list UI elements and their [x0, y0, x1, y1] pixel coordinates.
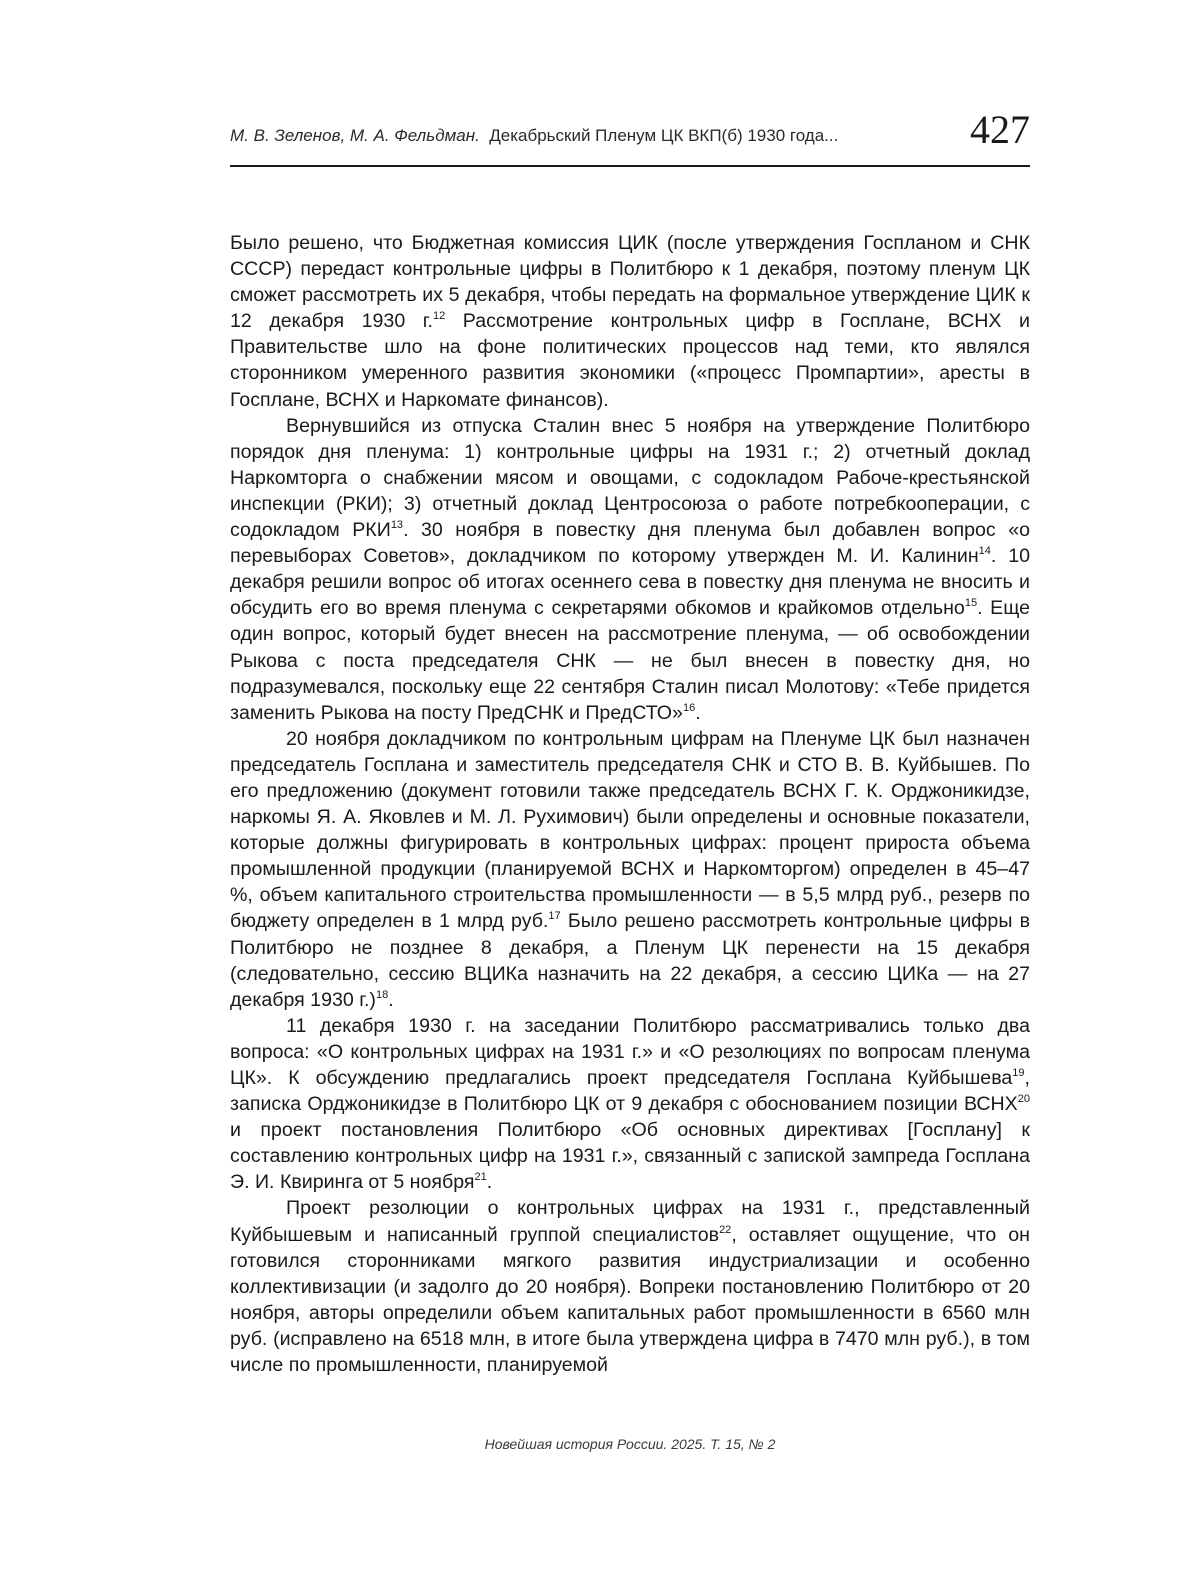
paragraph	[230, 726, 1030, 1013]
article-body	[230, 230, 1030, 1378]
footnote-ref[interactable]: 21	[474, 1171, 487, 1184]
paragraph	[230, 413, 1030, 726]
paragraph-text: и проект постановления Политбюро «Об основных директивах [Госплану] к составлению контрольных цифр на 1931 г.», связанный с запиской зампреда Госплана Э. И. Квиринга от 5 ноября	[230, 1119, 1030, 1194]
footnote-ref[interactable]: 18	[375, 988, 389, 1001]
paragraph-text: .	[695, 701, 701, 724]
running-title-authors: М. В. Зеленов, М. А. Фельдман.	[230, 126, 480, 145]
footnote-ref[interactable]: 17	[548, 910, 561, 923]
paragraph-text: 20 ноября докладчиком по контрольным цифрам на Пленуме ЦК был назначен председатель Госплана и заместитель председателя СНК и СТО В. В. Куйбышев. По его предложению (документ готовили также председатель ВСНХ Г. К. Орджоникидзе, наркомы Я. А. Яковлев и М. Л. Рухимович) были определены и основные показатели, которые должны фигурировать в контрольных цифрах: процент прироста объема промышленной продукции (планируемой ВСНХ и Наркомторгом) определен в 45–47 %, объем капитального строительства промышленности — в 5,5 млрд руб., резерв по бюджету определен в 1 млрд руб.	[230, 727, 1030, 933]
paragraph-text: . 10 декабря решили вопрос об итогах осеннего сева в повестку дня пленума не вносить и обсудить его во время пленума с секретарями обкомов и крайкомов отдельно	[230, 545, 1030, 620]
paragraph-text: , записка Орджоникидзе в Политбюро ЦК от 9 декабря с обоснованием позиции ВСНХ	[230, 1067, 1030, 1116]
paragraph-text: .	[486, 1171, 493, 1194]
footnote-ref[interactable]: 15	[964, 597, 978, 610]
paragraph-text: Рассмотрение контрольных цифр в Госплане, ВСНХ и Правительстве шло на фоне политических процессов над теми, кто являлся сторонником умеренного развития экономики («процесс Промпартии», аресты в Госплане, ВСНХ и Наркомате финансов).	[230, 310, 1030, 411]
paragraph-text: Было решено рассмотреть контрольные цифры в Политбюро не позднее 8 декабря, а Пленум ЦК перенести на 15 декабря (следовательно, сессию ВЦИКа назначить на 22 декабря, а сессию ЦИКа — на 27 декабря 1930 г.)	[230, 910, 1031, 1011]
footnote-ref[interactable]: 12	[432, 310, 446, 323]
journal-footer: Новейшая история России. 2025. Т. 15, № 2	[484, 1436, 776, 1452]
paragraph-text: Проект резолюции о контрольных цифрах на 1931 г., представленный Куйбышевым и написанный группой специалистов	[230, 1197, 1030, 1246]
running-title-article: Декабрьский Пленум ЦК ВКП(б) 1930 года...	[489, 126, 839, 145]
footnote-ref[interactable]: 16	[682, 701, 696, 714]
footnote-ref[interactable]: 19	[1012, 1067, 1025, 1079]
paragraph-text: .	[388, 988, 394, 1011]
running-title	[230, 126, 838, 146]
footnote-ref[interactable]: 20	[1017, 1093, 1030, 1106]
paragraph	[230, 1195, 1030, 1378]
footnote-ref[interactable]: 14	[978, 545, 991, 558]
paragraph	[230, 230, 1030, 413]
page-number: 427	[970, 107, 1030, 152]
footnote-ref[interactable]: 13	[390, 519, 404, 532]
paragraph-text: Вернувшийся из отпуска Сталин внес 5 ноября на утверждение Политбюро порядок дня пленума: 1) контрольные цифры на 1931 г.; 2) отчетный доклад Наркомторга о снабжении мясом и овощами, с содокладом Рабоче-крестьянской инспекции (РКИ); 3) отчетный доклад Центросоюза о работе потребкооперации, с содокладом РКИ	[230, 414, 1030, 542]
footnote-ref[interactable]: 22	[719, 1223, 732, 1236]
paragraph-text: 11 декабря 1930 г. на заседании Политбюро рассматривались только два вопроса: «О контрольных цифрах на 1931 г.» и «О резолюциях по вопросам пленума ЦК». К обсуждению предлагались проект председателя Госплана Куйбышева	[230, 1014, 1030, 1089]
running-head	[230, 108, 1030, 158]
paragraph	[230, 1013, 1030, 1196]
paragraph-text: . 30 ноября в повестку дня пленума был добавлен вопрос «о перевыборах Советов», докладчиком по которому утвержден М. И. Калинин	[230, 519, 1031, 568]
header-rule	[230, 165, 1030, 167]
paragraph-text: , оставляет ощущение, что он готовился сторонниками мягкого развития индустриализации и особенно коллективизации (и задолго до 20 ноября). Вопреки постановлению Политбюро от 20 ноября, авторы определили объем капитальных работ промышленности в 6560 млн руб. (исправлено на 6518 млн, в итоге была утверждена цифра в 7470 млн руб.), в том числе по промышленности, планируемой	[230, 1223, 1030, 1377]
paragraph-text: Было решено, что Бюджетная комиссия ЦИК (после утверждения Госпланом и СНК СССР) передаст контрольные цифры в Политбюро к 1 декабря, поэтому пленум ЦК сможет рассмотреть их 5 декабря, чтобы передать на формальное утверждение ЦИК к 12 декабря 1930 г.	[230, 232, 1030, 333]
paragraph-text: . Еще один вопрос, который будет внесен на рассмотрение пленума, — об освобождении Рыкова с поста председателя СНК — не был внесен в повестку дня, но подразумевался, поскольку еще 22 сентября Сталин писал Молотову: «Тебе придется заменить Рыкова на посту ПредСНК и ПредСТО»	[230, 597, 1031, 724]
